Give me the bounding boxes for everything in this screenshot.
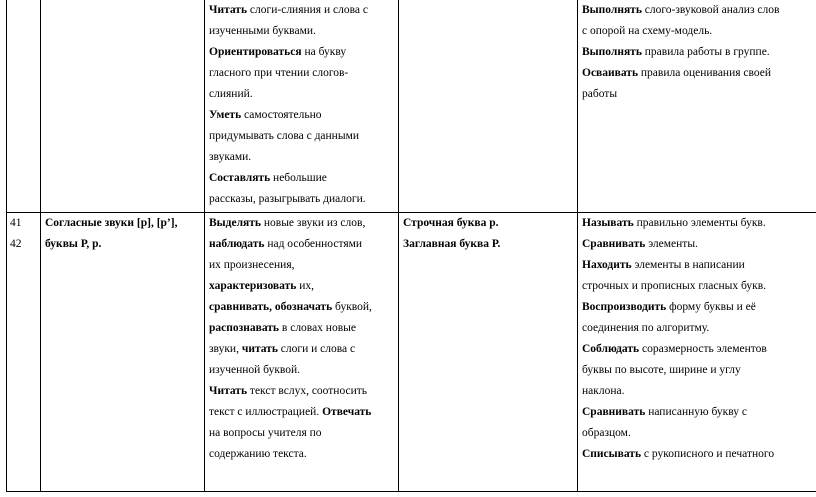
text-line bbox=[582, 21, 816, 42]
text-line bbox=[209, 21, 394, 42]
keyword-verb: характеризовать bbox=[209, 280, 297, 292]
line-text: написанную букву с bbox=[645, 406, 747, 418]
line-text: буквы по высоте, ширине и углу bbox=[582, 364, 741, 376]
text-line bbox=[582, 234, 816, 255]
keyword-verb: Выполнять bbox=[582, 4, 642, 16]
line-text: правильно элементы букв. bbox=[633, 217, 766, 229]
text-line bbox=[582, 339, 816, 360]
line-text: строчных и прописных гласных букв. bbox=[582, 280, 767, 292]
text-line bbox=[209, 63, 394, 84]
letter-title: Заглавная буква Р. bbox=[403, 238, 501, 250]
line-text: в словах новые bbox=[279, 322, 356, 334]
skills-text bbox=[582, 0, 816, 105]
text-line bbox=[582, 318, 816, 339]
line-text: форму буквы и её bbox=[666, 301, 756, 313]
line-text: правила оценивания своей bbox=[638, 67, 771, 79]
line-text: элементы в написании bbox=[631, 259, 745, 271]
keyword-verb: Читать bbox=[209, 385, 248, 397]
text-line bbox=[582, 423, 816, 444]
line-text: образцом. bbox=[582, 427, 631, 439]
text-line bbox=[582, 42, 816, 63]
text-line bbox=[582, 444, 816, 465]
keyword-verb: Сравнивать bbox=[582, 406, 646, 418]
text-line bbox=[209, 444, 394, 465]
text-line bbox=[582, 402, 816, 423]
text-line bbox=[582, 84, 816, 105]
activities-text bbox=[209, 0, 394, 210]
keyword-verb: Осваивать bbox=[582, 67, 639, 79]
letter-title: Строчная буква р. bbox=[403, 217, 499, 229]
text-line bbox=[209, 339, 394, 360]
keyword-verb: Называть bbox=[582, 217, 634, 229]
keyword-verb: читать bbox=[241, 343, 278, 355]
line-text: наклона. bbox=[582, 385, 625, 397]
keyword-verb: наблюдать bbox=[209, 238, 265, 250]
keyword-verb: Соблюдать bbox=[582, 343, 640, 355]
line-text: слоги-слияния и слова с bbox=[247, 4, 368, 16]
text-line bbox=[582, 297, 816, 318]
line-text: звуками. bbox=[209, 151, 252, 163]
line-text: элементы. bbox=[645, 238, 698, 250]
line-text: с рукописного и печатного bbox=[641, 448, 775, 460]
keyword-verb: распознавать bbox=[209, 322, 280, 334]
text-line bbox=[209, 318, 394, 339]
keyword-verb: Воспроизводить bbox=[582, 301, 667, 313]
line-text: самостоятельно bbox=[241, 109, 322, 121]
keyword-verb: Читать bbox=[209, 4, 248, 16]
keyword-verb: Составлять bbox=[209, 172, 271, 184]
topic-cell bbox=[41, 0, 205, 213]
lesson-plan-table bbox=[6, 0, 816, 492]
topic-title: буквы Р, р. bbox=[45, 238, 102, 250]
text-line bbox=[209, 42, 394, 63]
line-text: соразмерность элементов bbox=[639, 343, 767, 355]
activities-text bbox=[209, 213, 394, 465]
line-text: изученными буквами. bbox=[209, 25, 316, 37]
line-text: текст вслух, соотносить bbox=[247, 385, 368, 397]
line-text: придумывать слова с данными bbox=[209, 130, 359, 142]
line-text: слоги и слова с bbox=[277, 343, 356, 355]
keyword-verb: Сравнивать bbox=[582, 238, 646, 250]
line-text: работы bbox=[582, 88, 618, 100]
text-line bbox=[209, 213, 394, 234]
line-text: буквой, bbox=[332, 301, 372, 313]
topic-title: Согласные звуки [р], [р’], bbox=[45, 217, 178, 229]
topic-cell bbox=[41, 213, 205, 492]
text-line bbox=[582, 0, 816, 21]
skills-text bbox=[582, 213, 816, 465]
text-line bbox=[209, 168, 394, 189]
line-text: небольшие bbox=[270, 172, 327, 184]
keyword-verb: Отвечать bbox=[322, 406, 372, 418]
line-text: содержанию текста. bbox=[209, 448, 307, 460]
line-text: их произнесения, bbox=[209, 259, 295, 271]
line-text: над особенностями bbox=[264, 238, 363, 250]
line-text: рассказы, разыгрывать диалоги. bbox=[209, 193, 366, 205]
text-line bbox=[582, 63, 816, 84]
keyword-verb: Выделять bbox=[209, 217, 261, 229]
lesson-number-cell bbox=[7, 213, 41, 492]
keyword-verb: Находить bbox=[582, 259, 632, 271]
skills-cell bbox=[578, 0, 816, 213]
text-line bbox=[582, 276, 816, 297]
text-line bbox=[209, 105, 394, 126]
line-text: на букву bbox=[301, 46, 347, 58]
line-text: их, bbox=[296, 280, 314, 292]
text-line bbox=[209, 0, 394, 21]
line-text: новые звуки из слов, bbox=[260, 217, 366, 229]
text-line bbox=[209, 381, 394, 402]
table-row bbox=[7, 0, 816, 213]
text-line bbox=[209, 423, 394, 444]
letters-cell bbox=[399, 213, 578, 492]
line-text: звуки, bbox=[209, 343, 242, 355]
lesson-number-cell bbox=[7, 0, 41, 213]
lesson-number: 42 bbox=[10, 238, 22, 250]
text-line bbox=[582, 255, 816, 276]
letters-cell bbox=[399, 0, 578, 213]
line-text: с опорой на схему-модель. bbox=[582, 25, 713, 37]
activities-cell bbox=[205, 213, 399, 492]
skills-cell bbox=[578, 213, 816, 492]
table-row bbox=[7, 213, 816, 492]
keyword-verb: сравнивать, обозначать bbox=[209, 301, 333, 313]
text-line bbox=[209, 234, 394, 255]
line-text: изученной буквой. bbox=[209, 364, 301, 376]
text-line bbox=[209, 147, 394, 168]
text-line bbox=[209, 189, 394, 210]
text-line bbox=[209, 402, 394, 423]
text-line bbox=[209, 84, 394, 105]
line-text: на вопросы учителя по bbox=[209, 427, 322, 439]
text-line bbox=[582, 381, 816, 402]
activities-cell bbox=[205, 0, 399, 213]
line-text: соединения по алгоритму. bbox=[582, 322, 710, 334]
line-text: слияний. bbox=[209, 88, 253, 100]
line-text: гласного при чтении слогов- bbox=[209, 67, 349, 79]
keyword-verb: Списывать bbox=[582, 448, 642, 460]
text-line bbox=[209, 276, 394, 297]
text-line bbox=[209, 360, 394, 381]
keyword-verb: Выполнять bbox=[582, 46, 642, 58]
text-line bbox=[209, 297, 394, 318]
lesson-number: 41 bbox=[10, 217, 22, 229]
line-text: слого-звуковой анализ слов bbox=[641, 4, 780, 16]
text-line bbox=[209, 255, 394, 276]
text-line bbox=[582, 360, 816, 381]
line-text: правила работы в группе. bbox=[641, 46, 770, 58]
text-line bbox=[209, 126, 394, 147]
keyword-verb: Уметь bbox=[209, 109, 242, 121]
keyword-verb: Ориентироваться bbox=[209, 46, 302, 58]
text-line bbox=[582, 213, 816, 234]
line-text: текст с иллюстрацией. bbox=[209, 406, 323, 418]
